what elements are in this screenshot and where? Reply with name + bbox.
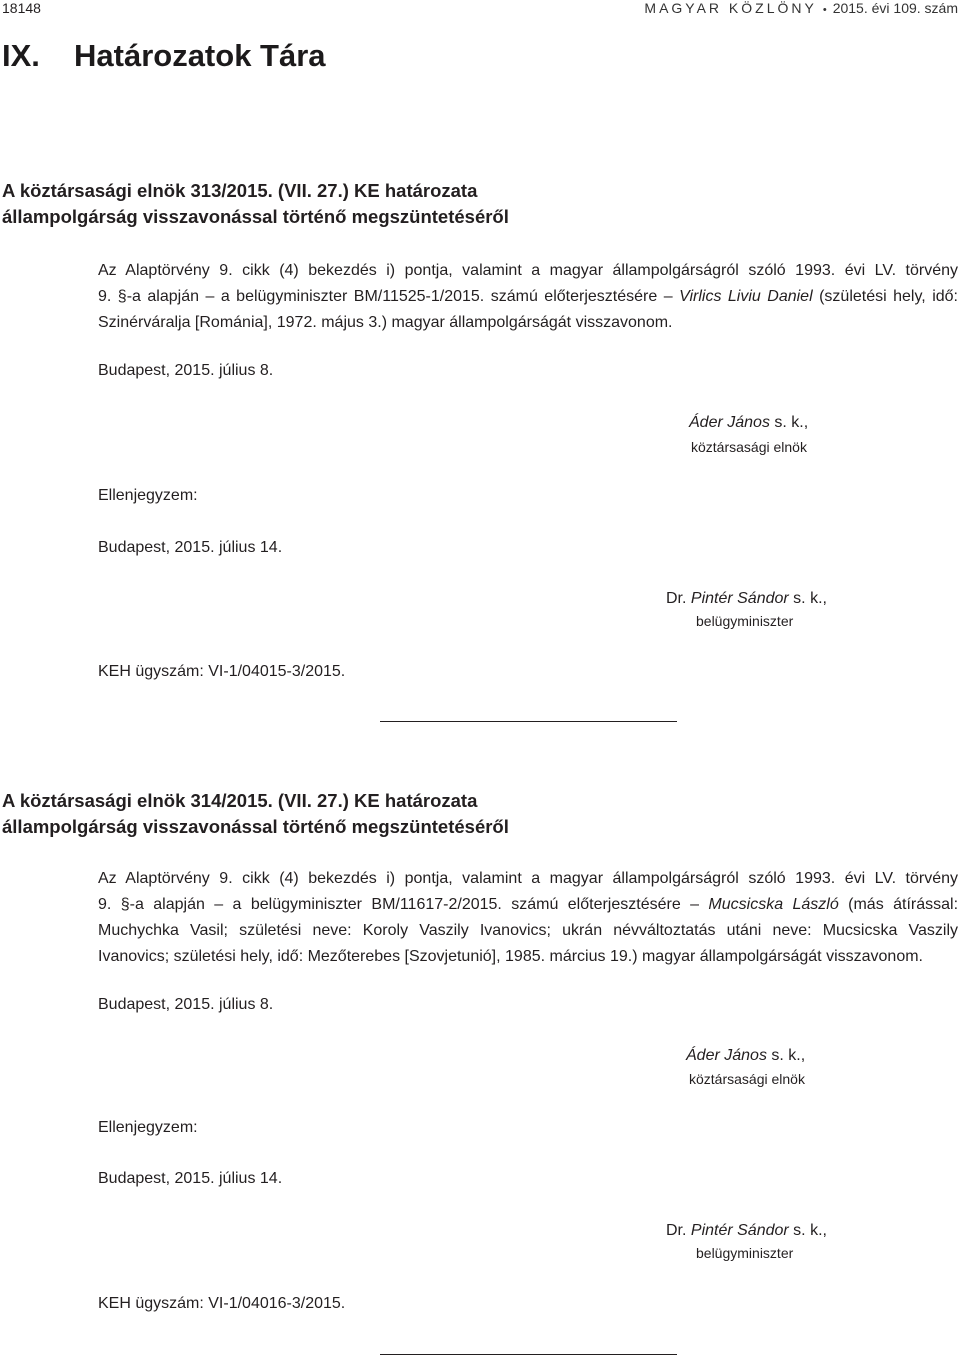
issue-label: 2015. évi 109. szám bbox=[832, 0, 958, 16]
president-signature: Áder János s. k., bbox=[689, 414, 809, 431]
header-separator: • bbox=[822, 4, 827, 16]
decision-body bbox=[98, 866, 958, 970]
minister-signature: Dr. Pintér Sándor s. k., bbox=[666, 590, 827, 607]
signer-name: Áder János bbox=[686, 1047, 767, 1064]
divider-line bbox=[380, 1354, 677, 1355]
case-number: KEH ügyszám: VI-1/04016-3/2015. bbox=[98, 1295, 346, 1312]
body-line: Az Alaptörvény 9. cikk (4) bekezdés i) pontja, valamint a magyar állampolgárságról szóló 1993. évi LV. törvény bbox=[98, 870, 958, 887]
minister-signature: Dr. Pintér Sándor s. k., bbox=[666, 1222, 827, 1239]
place-date: Budapest, 2015. július 14. bbox=[98, 1170, 283, 1187]
decision-title-line: A köztársasági elnök 313/2015. (VII. 27.) KE határozata bbox=[2, 180, 478, 201]
section-title: Határozatok Tára bbox=[74, 38, 326, 73]
divider-line bbox=[380, 721, 677, 722]
section-number: IX. bbox=[2, 38, 40, 73]
signer-name: Pintér Sándor bbox=[690, 1222, 789, 1239]
signer-name: Pintér Sándor bbox=[690, 590, 789, 607]
publication-name: MAGYAR KÖZLÖNY bbox=[644, 0, 817, 16]
person-name: Mucsicska László bbox=[708, 896, 839, 913]
decision-subtitle-line: állampolgárság visszavonással történő megszüntetéséről bbox=[2, 206, 509, 227]
president-signature: Áder János s. k., bbox=[686, 1047, 806, 1064]
decision-title bbox=[2, 788, 509, 840]
place-date: Budapest, 2015. július 8. bbox=[98, 362, 274, 379]
person-name: Virlics Liviu Daniel bbox=[679, 288, 813, 305]
body-line: Ivanovics; születési hely, idő: Mezőterebes [Szovjetunió], 1985. március 19.) magyar állampolgárságát visszavonom. bbox=[98, 948, 923, 965]
page-number: 18148 bbox=[2, 0, 41, 16]
decision-title-line: A köztársasági elnök 314/2015. (VII. 27.) KE határozata bbox=[2, 790, 478, 811]
place-date: Budapest, 2015. július 8. bbox=[98, 996, 274, 1013]
countersign-label: Ellenjegyzem: bbox=[98, 1119, 198, 1136]
decision-subtitle-line: állampolgárság visszavonással történő megszüntetéséről bbox=[2, 816, 509, 837]
decision-body bbox=[98, 258, 958, 336]
signer-name: Áder János bbox=[689, 414, 770, 431]
decision-title bbox=[2, 178, 509, 230]
section-heading bbox=[2, 38, 326, 74]
case-number: KEH ügyszám: VI-1/04015-3/2015. bbox=[98, 663, 346, 680]
body-line: 9. §-a alapján – a belügyminiszter BM/11525-1/2015. számú előterjesztésére – Virlics Liviu Daniel (születési hely, idő: bbox=[98, 288, 958, 305]
signer-role: köztársasági elnök bbox=[689, 1071, 805, 1087]
signer-role: belügyminiszter bbox=[696, 1245, 794, 1261]
signer-role: belügyminiszter bbox=[696, 613, 794, 629]
body-line: 9. §-a alapján – a belügyminiszter BM/11617-2/2015. számú előterjesztésére – Mucsicska László (más átírással: bbox=[98, 896, 959, 913]
running-header bbox=[644, 0, 958, 16]
body-line: Szinérváralja [Románia], 1972. május 3.) magyar állampolgárságát visszavonom. bbox=[98, 314, 673, 331]
body-line: Muchychka Vasil; születési neve: Koroly Vaszily Ivanovics; ukrán névváltoztatás utáni neve: Mucsicska Vaszily bbox=[98, 922, 958, 939]
countersign-label: Ellenjegyzem: bbox=[98, 487, 198, 504]
body-line: Az Alaptörvény 9. cikk (4) bekezdés i) pontja, valamint a magyar állampolgárságról szóló 1993. évi LV. törvény bbox=[98, 262, 958, 279]
signer-role: köztársasági elnök bbox=[691, 439, 807, 455]
place-date: Budapest, 2015. július 14. bbox=[98, 539, 283, 556]
